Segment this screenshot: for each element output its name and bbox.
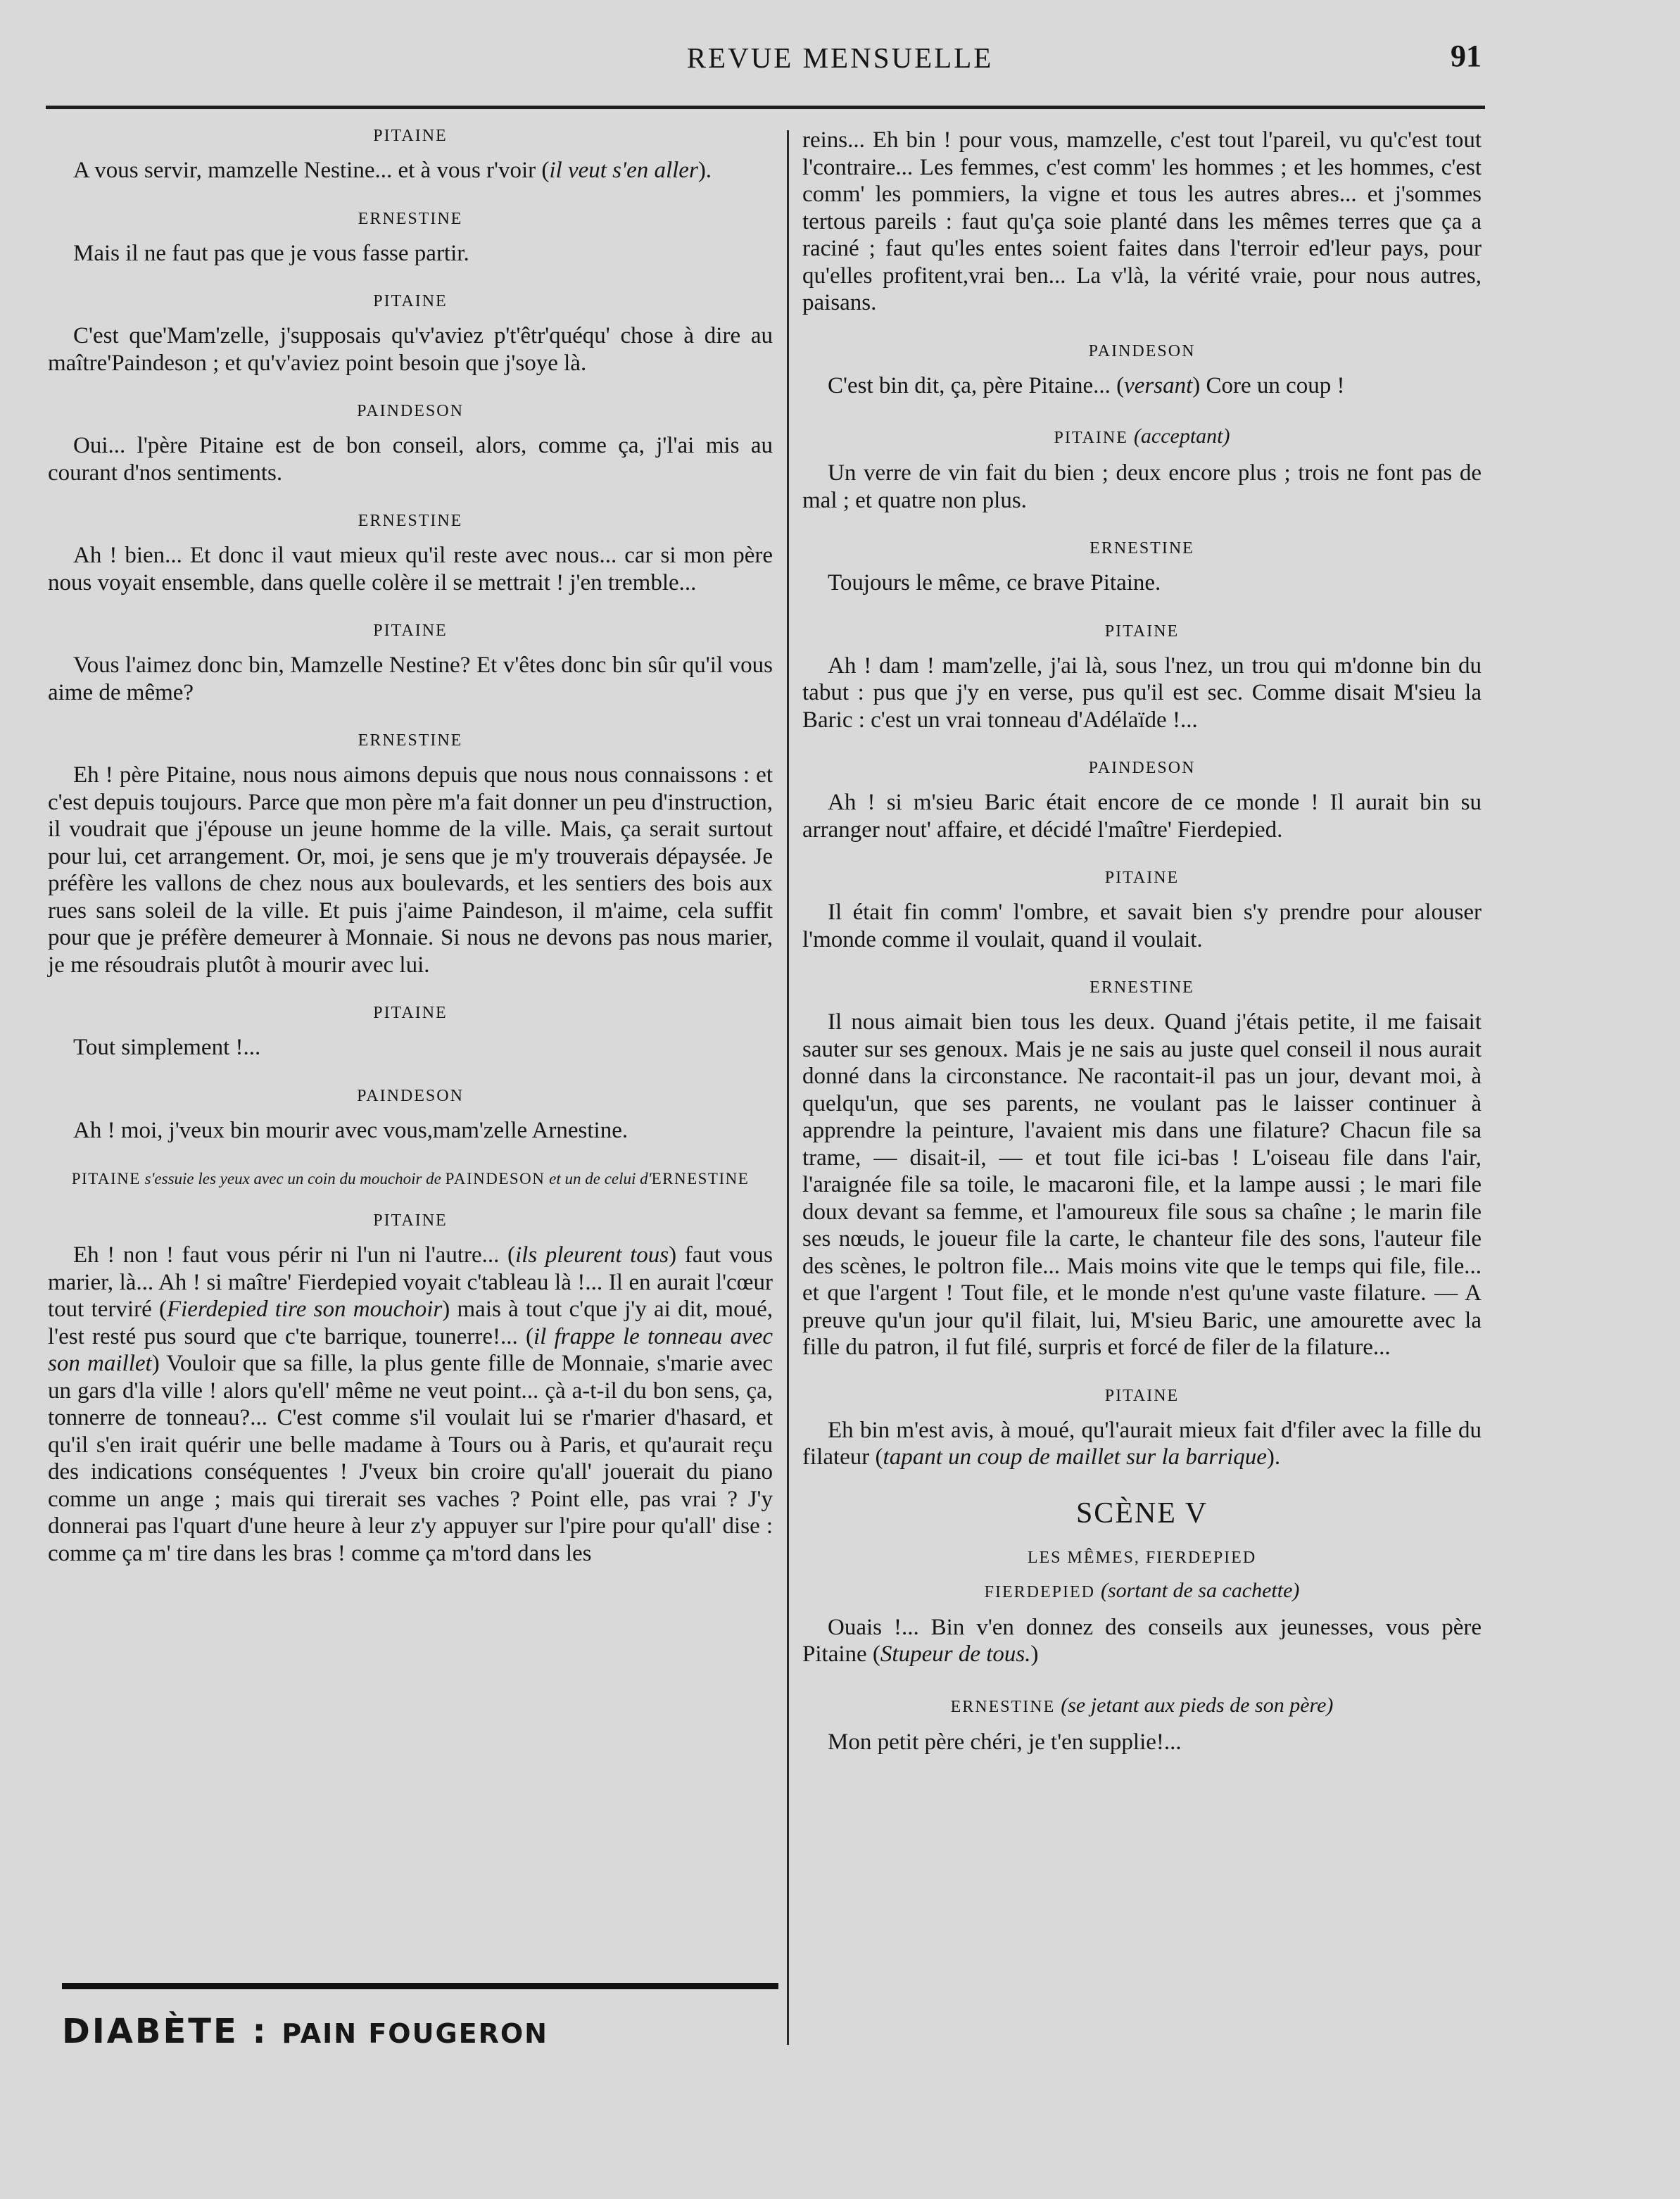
dialogue-paragraph bbox=[802, 789, 1482, 843]
speaker-heading bbox=[802, 978, 1482, 997]
text-run: Ah ! moi, j'veux bin mourir avec vous,mam'zelle Arnestine. bbox=[73, 1117, 629, 1143]
speaker-name: PITAINE bbox=[373, 622, 448, 640]
dialogue-paragraph bbox=[48, 1034, 773, 1061]
speaker-name: ERNESTINE bbox=[358, 209, 463, 228]
speaker-heading bbox=[48, 292, 773, 311]
advertisement-main: DIABÈTE : bbox=[62, 2012, 268, 2051]
text-run: Ah ! dam ! mam'zelle, j'ai là, sous l'nez, un trou qui m'donne bin du tabut : pus que j'y en verse, pus qu'il est sec. Comme disait M'sieu la Baric : c'est un vrai tonneau d'Adélaïde !... bbox=[802, 653, 1482, 733]
dialogue-paragraph bbox=[802, 1417, 1482, 1471]
text-run: ) mais à tout c'que j'y ai dit, moué, l'est resté pus sourd que c'te barrique, tounerre!... ( bbox=[48, 1297, 773, 1349]
dialogue-paragraph bbox=[48, 432, 773, 486]
text-run: Mais il ne faut pas que je vous fasse partir. bbox=[73, 240, 469, 266]
text-run: A vous servir, mamzelle Nestine... et à vous r'voir ( bbox=[73, 158, 550, 183]
speaker-heading bbox=[802, 539, 1482, 558]
speaker-heading bbox=[48, 1004, 773, 1023]
text-run: Eh ! père Pitaine, nous nous aimons depuis que nous nous connaissons : et c'est depuis toujours. Parce que mon père m'a fait donner un peu d'instruction, il voudrait que j'épouse un jeune homme de la ville. Mais, ça serait surtout pour lui, cet arrangement. Or, moi, je sens que je m'y trouverais dépaysée. Je préfère les vallons de chez nous aux boulevards, et les sentiers des bois aux rues sans soleil de la ville. Et puis j'aime Paindeson, il m'aime, cela suffit pour que je préfère demeurer à Monnaie. Si nous ne devons pas nous marier, je me résoudrais plutôt à mourir avec lui. bbox=[48, 762, 773, 978]
speaker-heading bbox=[802, 424, 1482, 448]
speaker-name: FIERDEPIED bbox=[984, 1582, 1095, 1601]
speaker-heading bbox=[48, 1211, 773, 1230]
speaker-name: PITAINE bbox=[373, 292, 448, 310]
running-header: REVUE MENSUELLE bbox=[686, 42, 994, 74]
speaker-heading bbox=[802, 869, 1482, 888]
speaker-name: PAINDESON bbox=[1088, 341, 1196, 360]
text-run: C'est que'Mam'zelle, j'supposais qu'v'aviez p't'êtr'quéqu' chose à dire au maître'Paindeson ; et qu'v'aviez point besoin que j'soye là. bbox=[48, 323, 773, 376]
text-run: s'essuie les yeux avec un coin du mouchoir de bbox=[140, 1170, 446, 1187]
scene-title: SCÈNE V bbox=[1075, 1497, 1208, 1530]
speaker-name: PITAINE bbox=[1104, 1386, 1180, 1405]
text-run: Il nous aimait bien tous les deux. Quand j'étais petite, il me faisait sauter sur ses genoux. Mais je ne sais au juste quel conseil il nous aurait donné dans la circonstance. Ne racontait-il pas un jour, devant moi, à quelqu'un, que ses parents, ne voulant pas le laisser continuer à apprendre la peinture, l'avaient mis dans une filature? Chacun file sa trame, — disait-il, — et tout file ici-bas ! L'oiseau file dans l'air, l'araignée file sa toile, le macaroni file, et la lampe aussi ; le mari file doux devant sa femme, et l'amoureux file sous sa chaîne ; le marin file ses nœuds, le joueur file la carte, le chanteur file des sons, l'auteur file des scènes, le poltron file... Mais moins vite que le temps qui file, file... et que l'argent ! Tout file, et le monde n'est qu'une vaste filature. — A preuve qu'un jour qu'il filait, lui, M'sieu Baric, une amourette avec la fille du patron, il fut filé, surpris et forcé de filer de la filature... bbox=[802, 1009, 1482, 1360]
text-run: reins... Eh bin ! pour vous, mamzelle, c'est tout l'pareil, vu qu'c'est tout l'contraire... Les femmes, c'est comm' les hommes ; et les hommes, c'est comm' les pommiers, la vigne et tous les autres abres... et j'sommes tertous pareils : faut qu'ça soie planté dans les mêmes terres que ça a raciné ; faut qu'les entes soient faites dans l'terroir ed'leur pays, pour qu'elles profitent,vrai ben... La v'là, la vérité vraie, pour nous autres, paisans. bbox=[802, 127, 1482, 315]
character-name: PITAINE bbox=[71, 1170, 141, 1187]
speaker-heading bbox=[802, 1579, 1482, 1603]
text-run: ) faut vous marier, là... Ah ! si maître' Fierdepied voyait c'tableau là !... Il en aurait l'cœur tout terviré ( bbox=[48, 1242, 773, 1322]
speaker-heading bbox=[802, 1694, 1482, 1718]
text-run: Vous l'aimez donc bin, Mamzelle Nestine? Et v'êtes donc bin sûr qu'il vous aime de même? bbox=[48, 653, 773, 705]
advertisement bbox=[62, 2012, 787, 2051]
dialogue-paragraph bbox=[802, 372, 1482, 400]
speaker-name: ERNESTINE bbox=[358, 731, 463, 750]
speaker-heading bbox=[802, 1387, 1482, 1406]
text-run: Ouais !... Bin v'en donnez des conseils aux jeunesses, vous père Pitaine ( bbox=[802, 1614, 1482, 1667]
speaker-name: PAINDESON bbox=[357, 1086, 464, 1105]
stage-direction: il frappe le tonneau avec son maillet bbox=[48, 1323, 773, 1376]
speaker-heading bbox=[48, 127, 773, 146]
speaker-name: PITAINE bbox=[373, 127, 448, 145]
stage-direction: (acceptant) bbox=[1133, 424, 1230, 448]
stage-direction: Fierdepied tire son mouchoir bbox=[166, 1297, 443, 1322]
dialogue-paragraph bbox=[802, 127, 1482, 317]
text-run: Ah ! bien... Et donc il vaut mieux qu'il reste avec nous... car si mon père nous voyait ensemble, dans quelle colère il se mettrait ! j'en tremble... bbox=[48, 543, 773, 596]
character-name: ERNESTINE bbox=[651, 1170, 750, 1187]
text-run: Eh ! non ! faut vous périr ni l'un ni l'autre... ( bbox=[73, 1242, 515, 1268]
dialogue-paragraph bbox=[48, 542, 773, 596]
stage-direction: il veut s'en aller bbox=[549, 158, 698, 183]
header-rule bbox=[46, 106, 1485, 109]
text-run: ) bbox=[1030, 1642, 1039, 1667]
dialogue-paragraph bbox=[802, 653, 1482, 734]
speaker-heading bbox=[802, 759, 1482, 778]
text-run: Tout simplement !... bbox=[73, 1035, 261, 1060]
speaker-name: ERNESTINE bbox=[950, 1697, 1056, 1716]
text-run: ) Vouloir que sa fille, la plus gente fille de Monnaie, s'marie avec un gars d'la ville ! alors qu'ell' même ne veut point... çà a-t-il du bon sens, ça, tonnerre de tonneau?... C'est comme s'il voulait lui se r'marier d'hasard, et qu'il s'en irait quérir une belle madame à Tours ou à Paris, et qu'aurait reçu des indications conséquentes ! J'veux bin croire qu'all' jouerait du piano comme un ange ; mais qui tirerait ses vaches ? Point elle, pas vrai ? J'y donnerai pas l'quart d'une heure à leur z'y appuyer sur l'pire pour qu'all' dise : comme ça m' tire dans les bras ! comme ça m'tord dans les bbox=[48, 1351, 773, 1566]
dialogue-paragraph bbox=[48, 652, 773, 706]
dialogue-paragraph bbox=[48, 240, 773, 267]
text-run: Il était fin comm' l'ombre, et savait bien s'y prendre pour alouser l'monde comme il voulait, quand il voulait. bbox=[802, 900, 1482, 952]
dialogue-paragraph bbox=[48, 157, 773, 184]
page-number: 91 bbox=[1451, 39, 1482, 73]
dialogue-paragraph bbox=[48, 1242, 773, 1567]
speaker-name: PITAINE bbox=[373, 1211, 448, 1230]
column-divider bbox=[787, 130, 789, 2045]
dialogue-paragraph bbox=[802, 1009, 1482, 1361]
text-run: Oui... l'père Pitaine est de bon conseil, alors, comme ça, j'l'ai mis au courant d'nos sentiments. bbox=[48, 433, 773, 486]
stage-direction: ils pleurent tous bbox=[514, 1242, 669, 1268]
speaker-heading bbox=[48, 210, 773, 229]
speaker-name: PITAINE bbox=[1104, 869, 1180, 887]
speaker-heading bbox=[802, 1549, 1482, 1568]
text-run: Un verre de vin fait du bien ; deux encore plus ; trois ne font pas de mal ; et quatre non plus. bbox=[802, 460, 1482, 513]
stage-direction: versant bbox=[1124, 372, 1193, 398]
speaker-name: PITAINE bbox=[1054, 429, 1128, 447]
dialogue-paragraph bbox=[802, 1614, 1482, 1668]
text-run: Eh bin m'est avis, à moué, qu'l'aurait mieux fait d'filer avec la fille du filateur ( bbox=[802, 1417, 1482, 1470]
stage-direction-block bbox=[48, 1169, 773, 1189]
advertisement-rule bbox=[62, 1983, 778, 1989]
text-run: C'est bin dit, ça, père Pitaine... ( bbox=[828, 372, 1125, 398]
text-run: ) Core un coup ! bbox=[1192, 372, 1345, 398]
speaker-name: ERNESTINE bbox=[358, 512, 463, 530]
speaker-name: PAINDESON bbox=[1088, 759, 1196, 777]
speaker-name: PAINDESON bbox=[357, 402, 464, 420]
stage-direction: Stupeur de tous. bbox=[880, 1642, 1031, 1667]
stage-direction: (se jetant aux pieds de son père) bbox=[1061, 1693, 1334, 1717]
dialogue-paragraph bbox=[48, 762, 773, 978]
text-run: Toujours le même, ce brave Pitaine. bbox=[828, 570, 1161, 596]
character-name: PAINDESON bbox=[445, 1170, 545, 1187]
text-run: et un de celui d' bbox=[545, 1170, 652, 1187]
speaker-heading bbox=[48, 731, 773, 750]
dialogue-paragraph bbox=[802, 899, 1482, 953]
speaker-name: PITAINE bbox=[373, 1004, 448, 1022]
advertisement-sub: PAIN FOUGERON bbox=[282, 2018, 548, 2049]
speaker-name: LES MÊMES, FIERDEPIED bbox=[1027, 1548, 1257, 1567]
text-run: ). bbox=[697, 158, 712, 183]
dialogue-paragraph bbox=[802, 1729, 1482, 1756]
speaker-heading bbox=[48, 402, 773, 421]
left-column bbox=[48, 127, 773, 1592]
speaker-heading bbox=[48, 512, 773, 531]
speaker-name: ERNESTINE bbox=[1090, 978, 1194, 997]
dialogue-paragraph bbox=[802, 569, 1482, 597]
stage-direction: tapant un coup de maillet sur la barrique bbox=[883, 1444, 1267, 1470]
text-run: Mon petit père chéri, je t'en supplie!... bbox=[828, 1729, 1182, 1755]
speaker-heading bbox=[802, 622, 1482, 641]
speaker-name: PITAINE bbox=[1104, 622, 1180, 641]
dialogue-paragraph bbox=[48, 322, 773, 377]
text-run: ). bbox=[1266, 1444, 1281, 1470]
dialogue-paragraph bbox=[48, 1117, 773, 1145]
speaker-name: ERNESTINE bbox=[1090, 539, 1194, 557]
speaker-heading bbox=[48, 1087, 773, 1106]
dialogue-paragraph bbox=[802, 460, 1482, 514]
stage-direction: (sortant de sa cachette) bbox=[1100, 1578, 1300, 1602]
right-column bbox=[802, 127, 1482, 1781]
speaker-heading bbox=[48, 622, 773, 641]
text-run: Ah ! si m'sieu Baric était encore de ce monde ! Il aurait bin su arranger nout' affaire, et décidé l'maître' Fierdepied. bbox=[802, 790, 1482, 843]
speaker-heading bbox=[802, 342, 1482, 361]
